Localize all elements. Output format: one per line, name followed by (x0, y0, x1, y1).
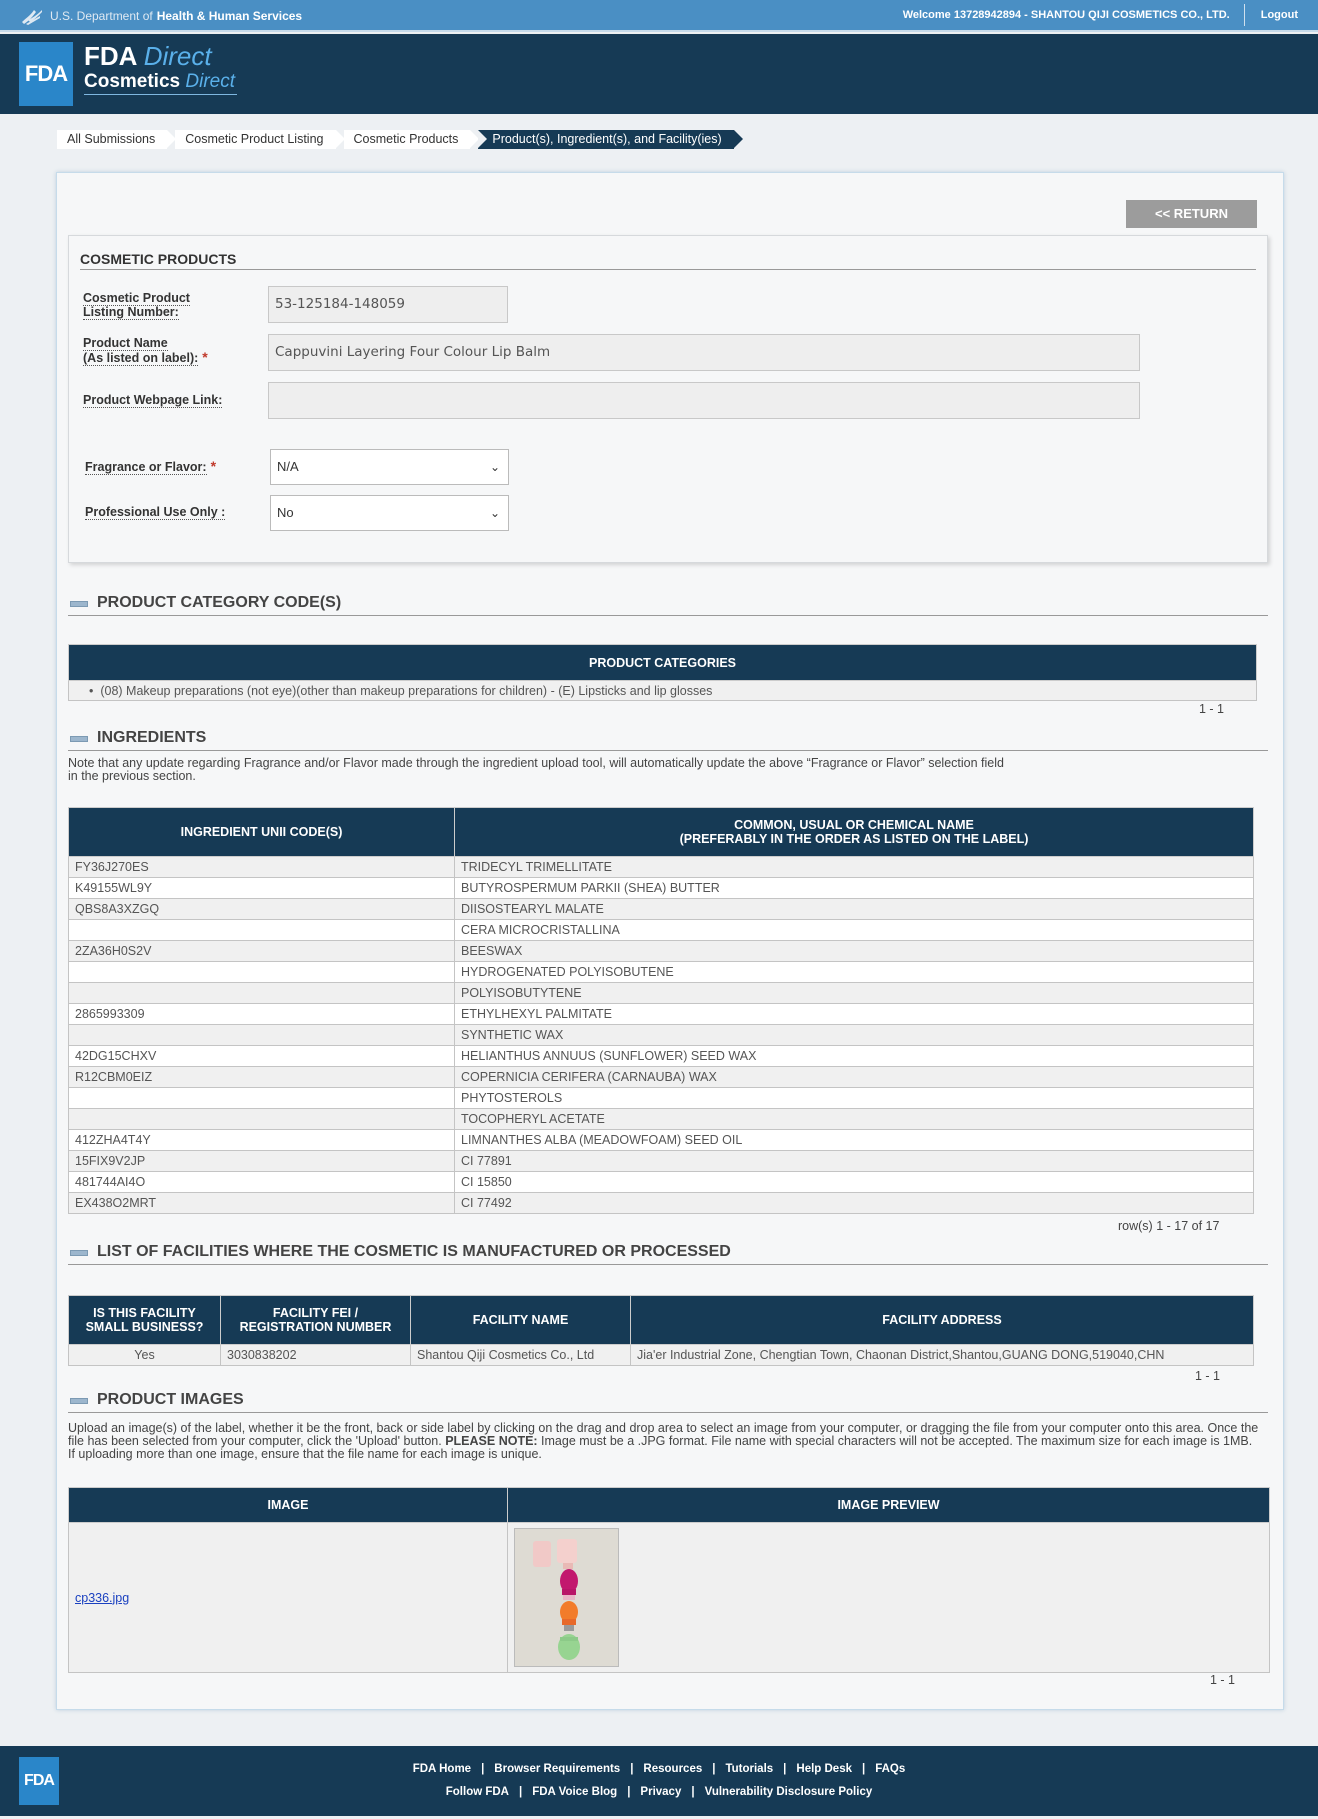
footer-link-follow-fda[interactable]: Follow FDA (445, 1786, 509, 1798)
listing-label-line2: Listing Number: (83, 305, 179, 319)
footer-links-row2 (0, 1786, 1318, 1798)
category-section-header[interactable] (68, 594, 1268, 616)
table-row (69, 857, 1254, 878)
product-name-label (83, 336, 208, 365)
footer-link-help-desk[interactable]: Help Desk (796, 1763, 852, 1775)
breadcrumb (57, 130, 742, 149)
listing-number-field[interactable]: 53-125184-148059 (268, 286, 508, 323)
return-button[interactable]: << RETURN (1126, 200, 1257, 228)
footer-separator: | (783, 1763, 787, 1775)
ingredient-code-cell (69, 1109, 455, 1130)
required-mark: * (210, 458, 217, 474)
product-image-preview[interactable] (514, 1528, 619, 1667)
category-header: PRODUCT CATEGORIES (69, 645, 1257, 681)
welcome-text: Welcome 13728942894 - SHANTOU QIJI COSMETICS CO., LTD. (903, 4, 1245, 26)
fei-header-line1: FACILITY FEI / (272, 1306, 359, 1320)
table-row (69, 1151, 1254, 1172)
images-note-line1: Upload an image(s) of the label, whether it be the front, back or side label by clicking on the drag and drop area to select an image from your computer, or dragging the file from your computer onto this area. Once the (68, 1421, 1259, 1435)
fei-cell: 3030838202 (221, 1345, 411, 1366)
footer-link-faqs[interactable]: FAQs (875, 1763, 906, 1775)
ingredient-name-cell: CI 77492 (455, 1193, 1254, 1214)
images-table (68, 1487, 1270, 1673)
footer-separator: | (519, 1786, 523, 1798)
chevron-down-icon: ⌄ (489, 506, 500, 520)
hhs-agency: Health & Human Services (156, 9, 303, 23)
facility-name-cell: Shantou Qiji Cosmetics Co., Ltd (411, 1345, 631, 1366)
small-business-cell: Yes (69, 1345, 221, 1366)
images-section-header[interactable] (68, 1391, 1268, 1413)
facilities-pager: 1 - 1 (1195, 1369, 1221, 1383)
ingredient-name-cell: HELIANTHUS ANNUUS (SUNFLOWER) SEED WAX (455, 1046, 1254, 1067)
table-row (69, 983, 1254, 1004)
listing-number-label (83, 291, 190, 319)
webpage-link-field[interactable] (268, 382, 1140, 419)
cosmetic-products-card (68, 235, 1268, 563)
table-row (69, 1046, 1254, 1067)
ingredient-code-cell (69, 983, 455, 1004)
images-section-title: PRODUCT IMAGES (97, 1391, 244, 1408)
webpage-label-text: Product Webpage Link: (83, 393, 223, 407)
small-business-header (69, 1296, 221, 1345)
ingredient-name-cell: CI 77891 (455, 1151, 1254, 1172)
table-row (69, 1067, 1254, 1088)
ingredients-note-line2: in the previous section. (68, 769, 196, 783)
brand-line2-accent: Direct (185, 71, 236, 92)
footer-fda-logo[interactable]: FDA (19, 1757, 59, 1805)
table-row (69, 1172, 1254, 1193)
table-row (69, 1130, 1254, 1151)
ingredient-name-cell: HYDROGENATED POLYISOBUTENE (455, 962, 1254, 983)
images-note-line2c: Image must be a .JPG format. File name with special characters will not be accepted. The maximum size for each image is 1MB. (537, 1434, 1253, 1448)
ingredient-code-cell: 2865993309 (69, 1004, 455, 1025)
ingredients-note (68, 757, 1004, 783)
small-business-header-line2: SMALL BUSINESS? (85, 1320, 204, 1334)
category-pager: 1 - 1 (1199, 702, 1225, 716)
collapse-icon[interactable] (70, 1250, 88, 1256)
ingredients-section-title: INGREDIENTS (97, 729, 207, 746)
professional-use-select[interactable] (270, 495, 509, 531)
image-file-cell (69, 1523, 508, 1673)
facility-address-header: FACILITY ADDRESS (631, 1296, 1254, 1345)
fragrance-select-value: N/A (277, 459, 299, 474)
ingredient-name-cell: ETHYLHEXYL PALMITATE (455, 1004, 1254, 1025)
table-row (69, 1523, 1270, 1673)
footer-link-tutorials[interactable]: Tutorials (725, 1763, 774, 1775)
lip-balm-image (515, 1529, 619, 1667)
listing-label-line1: Cosmetic Product (83, 291, 190, 305)
ingredient-name-cell: DIISOSTEARYL MALATE (455, 899, 1254, 920)
main-panel (56, 172, 1284, 1710)
collapse-icon[interactable] (70, 601, 88, 607)
ingredient-code-cell (69, 962, 455, 983)
brand-line1-accent: Direct (143, 41, 212, 71)
chevron-down-icon: ⌄ (489, 460, 500, 474)
hhs-eagle-icon (20, 6, 44, 26)
ingredient-code-cell: 42DG15CHXV (69, 1046, 455, 1067)
table-row (69, 1109, 1254, 1130)
ingredient-name-header-line2: (PREFERABLY IN THE ORDER AS LISTED ON THE LABEL) (679, 832, 1029, 846)
ingredients-note-line1: Note that any update regarding Fragrance and/or Flavor made through the ingredient upload tool, will automatically update the above “Fragrance or Flavor” selection field (68, 756, 1004, 770)
ingredients-table (68, 807, 1254, 1214)
category-row: • (08) Makeup preparations (not eye)(other than makeup preparations for children) - (E) Lipsticks and lip glosses (69, 681, 1257, 701)
app-brand[interactable] (84, 42, 237, 95)
ingredient-code-cell: 412ZHA4T4Y (69, 1130, 455, 1151)
footer-link-browser-requirements[interactable]: Browser Requirements (494, 1763, 621, 1775)
webpage-link-label (83, 393, 222, 407)
footer-link-vulnerability-disclosure-policy[interactable]: Vulnerability Disclosure Policy (704, 1786, 873, 1798)
fda-logo[interactable]: FDA (19, 42, 73, 106)
image-file-link[interactable]: cp336.jpg (75, 1590, 130, 1605)
table-row (69, 1004, 1254, 1025)
ingredient-name-cell: POLYISOBUTYTENE (455, 983, 1254, 1004)
footer-separator: | (630, 1763, 634, 1775)
footer-separator: | (627, 1786, 631, 1798)
breadcrumb-cosmetic-products[interactable]: Cosmetic Products (344, 130, 471, 149)
category-section-title: PRODUCT CATEGORY CODE(S) (97, 594, 342, 611)
ingredient-code-header: INGREDIENT UNII CODE(S) (69, 808, 455, 857)
ingredient-code-cell: 2ZA36H0S2V (69, 941, 455, 962)
facility-address-cell: Jia'er Industrial Zone, Chengtian Town, Chaonan District,Shantou,GUANG DONG,519040,CHN (631, 1345, 1254, 1366)
table-row (69, 878, 1254, 899)
table-row (69, 899, 1254, 920)
footer-link-fda-home[interactable]: FDA Home (412, 1763, 472, 1775)
footer-separator: | (691, 1786, 695, 1798)
small-business-header-line1: IS THIS FACILITY (93, 1306, 196, 1320)
hhs-brand[interactable] (20, 6, 302, 26)
app-footer (0, 1746, 1318, 1816)
facilities-section-header[interactable] (68, 1243, 1268, 1265)
ingredient-code-cell (69, 920, 455, 941)
fragrance-label (85, 459, 216, 474)
breadcrumb-all-submissions[interactable]: All Submissions (57, 130, 167, 149)
ingredient-name-cell: PHYTOSTEROLS (455, 1088, 1254, 1109)
images-pager: 1 - 1 (1210, 1673, 1236, 1687)
footer-links-row1 (0, 1763, 1318, 1775)
table-row (69, 920, 1254, 941)
card-title: COSMETIC PRODUCTS (80, 251, 1256, 270)
images-note-line2a: file has been selected from your computer, click the 'Upload' button. (68, 1434, 446, 1448)
ingredient-name-cell: COPERNICIA CERIFERA (CARNAUBA) WAX (455, 1067, 1254, 1088)
facility-name-header: FACILITY NAME (411, 1296, 631, 1345)
ingredient-name-cell: BUTYROSPERMUM PARKII (SHEA) BUTTER (455, 878, 1254, 899)
collapse-icon[interactable] (70, 1398, 88, 1404)
ingredient-code-cell: EX438O2MRT (69, 1193, 455, 1214)
brand-line1-main: FDA (84, 41, 137, 71)
fei-header-line2: REGISTRATION NUMBER (239, 1320, 392, 1334)
images-note-line3: If uploading more than one image, ensure that the file name for each image is unique. (68, 1447, 542, 1461)
collapse-icon[interactable] (70, 736, 88, 742)
product-name-field[interactable]: Cappuvini Layering Four Colour Lip Balm (268, 334, 1140, 371)
brand-line2-main: Cosmetics (84, 71, 181, 92)
ingredient-name-cell: BEESWAX (455, 941, 1254, 962)
name-label-line1: Product Name (83, 336, 168, 350)
image-preview-header: IMAGE PREVIEW (508, 1488, 1270, 1523)
ingredient-code-cell: R12CBM0EIZ (69, 1067, 455, 1088)
app-header (0, 34, 1318, 114)
category-table (68, 644, 1257, 701)
footer-separator: | (712, 1763, 716, 1775)
ingredient-code-cell: 15FIX9V2JP (69, 1151, 455, 1172)
ingredient-code-cell: QBS8A3XZGQ (69, 899, 455, 920)
ingredient-name-header (455, 808, 1254, 857)
ingredient-name-cell: TOCOPHERYL ACETATE (455, 1109, 1254, 1130)
fragrance-label-text: Fragrance or Flavor: (85, 460, 207, 474)
footer-separator: | (481, 1763, 485, 1775)
facilities-table (68, 1295, 1254, 1366)
images-note-emphasis: PLEASE NOTE: (445, 1434, 538, 1448)
facilities-section-title: LIST OF FACILITIES WHERE THE COSMETIC IS MANUFACTURED OR PROCESSED (97, 1243, 731, 1260)
category-item: (08) Makeup preparations (not eye)(other than makeup preparations for children) - (E) Lipsticks and lip glosses (100, 683, 713, 698)
fragrance-select[interactable] (270, 449, 509, 485)
professional-select-value: No (277, 505, 294, 520)
table-row (69, 962, 1254, 983)
ingredient-name-header-line1: COMMON, USUAL OR CHEMICAL NAME (734, 818, 974, 832)
footer-separator: | (862, 1763, 866, 1775)
ingredient-name-cell: CERA MICROCRISTALLINA (455, 920, 1254, 941)
fei-header (221, 1296, 411, 1345)
table-row (69, 941, 1254, 962)
ingredient-code-cell (69, 1025, 455, 1046)
professional-use-label (85, 505, 225, 519)
ingredient-code-cell (69, 1088, 455, 1109)
professional-label-text: Professional Use Only : (85, 505, 226, 519)
breadcrumb-product-listing[interactable]: Cosmetic Product Listing (175, 130, 335, 149)
ingredient-code-cell: 481744AI4O (69, 1172, 455, 1193)
table-row (69, 1345, 1254, 1366)
footer-link-fda-voice-blog[interactable]: FDA Voice Blog (532, 1786, 618, 1798)
hhs-prefix: U.S. Department of (50, 9, 153, 23)
name-label-line2: (As listed on label): (83, 351, 199, 365)
ingredient-name-cell: TRIDECYL TRIMELLITATE (455, 857, 1254, 878)
logout-link[interactable]: Logout (1260, 9, 1298, 21)
ingredient-name-cell: LIMNANTHES ALBA (MEADOWFOAM) SEED OIL (455, 1130, 1254, 1151)
images-note (68, 1422, 1273, 1461)
table-row (69, 1193, 1254, 1214)
ingredient-name-cell: SYNTHETIC WAX (455, 1025, 1254, 1046)
image-preview-cell (508, 1523, 1270, 1673)
footer-link-privacy[interactable]: Privacy (640, 1786, 682, 1798)
hhs-bar (0, 0, 1318, 32)
table-row (69, 1088, 1254, 1109)
required-mark: * (202, 349, 208, 365)
image-header: IMAGE (69, 1488, 508, 1523)
breadcrumb-current: Product(s), Ingredient(s), and Facility(ies) (478, 130, 733, 149)
ingredient-code-cell: K49155WL9Y (69, 878, 455, 899)
table-row (69, 1025, 1254, 1046)
ingredients-pager: row(s) 1 - 17 of 17 (1118, 1219, 1220, 1233)
ingredient-code-cell: FY36J270ES (69, 857, 455, 878)
ingredient-name-cell: CI 15850 (455, 1172, 1254, 1193)
ingredients-section-header[interactable] (68, 729, 1268, 751)
footer-link-resources[interactable]: Resources (643, 1763, 703, 1775)
